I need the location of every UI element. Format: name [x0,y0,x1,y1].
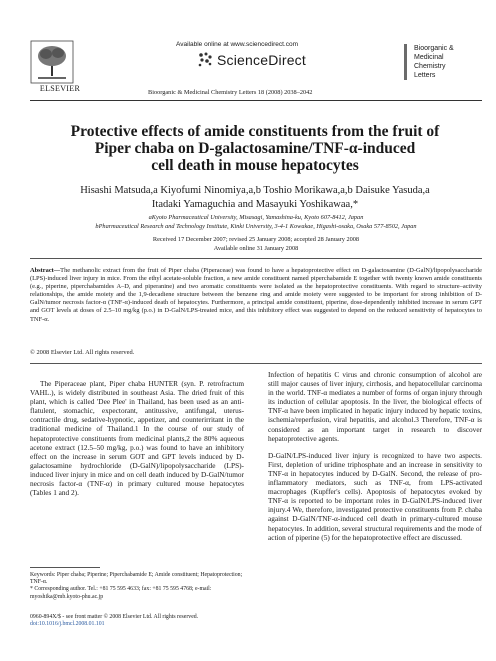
sciencedirect-logo-icon [196,50,214,68]
availability-note: Available online at www.sciencedirect.com [176,41,298,48]
affiliation-b: bPharmaceutical Research and Technology Institute, Kinki University, 3-4-1 Kowakae, Higashi-osaka, Osaka 577-8502, Japan [95,222,417,230]
affiliation-a: aKyoto Pharmaceutical University, Misasagi, Yamashina-ku, Kyoto 607-8412, Japan [148,214,364,221]
publication-info [30,614,244,628]
body-paragraph: Infection of hepatitis C virus and chronic consumption of alcohol are still major causes of liver injury, cirrhosis, and hepatocellular carcinoma in the world. TNF-α mediates a number of forms of organ injury through its induction of cellular apoptosis. In the liver, the biological effects of TNF-α have been implicated in hepatic injury induced by hepatic toxins, ischemia/reperfusion, viral hepatitis, and alcohol.3 Therefore, TNF-α is considered as an important target in research to discover hepatoprotective agents. [268,370,482,443]
doi-line[interactable]: doi:10.1016/j.bmcl.2008.01.101 [30,621,105,628]
affiliations [30,214,482,231]
online-date: Available online 31 January 2008 [213,244,299,252]
author-list [40,184,470,212]
abstract-top-rule [30,258,482,259]
authors-line: Hisashi Matsuda,a Kiyofumi Ninomiya,a,b Toshio Morikawa,a,b Daisuke Yasuda,a [80,185,430,196]
journal-name-line: Medicinal [414,54,444,61]
body-column-right [268,370,482,550]
footnotes [30,572,244,601]
footnote-rule [30,567,100,568]
journal-name-line: Bioorganic & [414,45,454,52]
title-line: cell death in mouse hepatocytes [151,157,359,174]
authors-line: Itadaki Yamaguchia and Masayuki Yoshikawaa,* [151,199,359,210]
journal-name [414,44,484,80]
header-rule [30,100,482,101]
body-paragraph: D-GalN/LPS-induced liver injury is recognized to have two aspects. First, depletion of uridine triphosphate and an increase in sensitivity to TNF-α in hepatocytes induced by D-GalN. Second, the release of pro-inflammatory mediators, such as TNF-α, from LPS-activated macrophages (Kupffer's cells). Apoptosis of hepatocytes evoked by TNF-α is reported to be important roles in D-GalN/LPS-induced liver injury.4 We, therefore, investigated protective constituents from P. chaba against D-GalN/TNF-α-induced cell death in primary-cultured mouse hepatocytes. In addition, several structural requirements and the mode of action of piperine (5) for the hepatoprotective effect are discussed. [268,450,482,542]
issn-line: 0960-894X/$ - see front matter © 2008 Elsevier Ltd. All rights reserved. [30,614,199,620]
title-line: Piper chaba on D-galactosamine/TNF-α-induced [94,140,416,157]
journal-cover-bar [404,44,407,80]
abstract-label: Abstract— [30,267,61,274]
abstract-copyright: © 2008 Elsevier Ltd. All rights reserved. [30,349,135,356]
body-column-left [30,379,244,497]
abstract-bottom-rule [30,363,482,364]
keywords: Keywords: Piper chaba; Piperine; Piperchabamide E; Amide constituent; Hepatoprotection; TNF-α. [30,572,243,586]
article-title [40,123,470,174]
journal-citation: Bioorganic & Medicinal Chemistry Letters 18 (2008) 2038–2042 [148,89,313,96]
publisher-name: ELSEVIER [39,84,81,93]
received-dates: Received 17 December 2007; revised 25 January 2008; accepted 28 January 2008 [152,236,360,243]
body-paragraph: The Piperaceae plant, Piper chaba HUNTER (syn. P. retrofractum VAHL.), is widely distributed in southeast Asia. The dried fruit of this plant, which is called 'Dee Plee' in Thailand, has been used as an anti-flatulent, stomachic, expectorant, antitussive, antifungal, uterus-contractile drug, sedative-hypnotic, appetizer, and counterirritant in the traditional medicine of Thailand.1 In the course of our study of hepatoprotective constituents from medicinal plants,2 the 80% aqueous acetone extract (12.5–50 mg/kg, p.o.) was found to have an inhibitory effect on the increase in serum GOT and GPT levels induced by D-galactosamine hydrochloride (D-GalN)/lipopolysaccharide (LPS)-induced liver injury in mice and on cell death induced by D-GalN/tumor necrosis factor-α (TNF-α) in primary cultured mouse hepatocytes (Tables 1 and 2). [30,379,244,498]
journal-name-line: Chemistry [414,63,446,70]
elsevier-tree-logo [30,40,74,84]
abstract [30,267,482,324]
sciencedirect-wordmark: ScienceDirect [217,52,306,68]
abstract-text: The methanolic extract from the fruit of Piper chaba (Piperaceae) was found to have a hepatoprotective effect on D-galactosamine (D-GalN)/lipopolysaccharide (LPS)-induced liver injury in mice. From the ethyl acetate-soluble fraction, a new amide constituent named piperchabamide E together with twenty known amide constituents (e.g., piperine, piperchabamides A–D, and piperanine) and two aromatic constituents were isolated as the hepatoprotective constituents. With regard to structure–activity relationships, the amide moiety and the 1,9-decadiene structure between the benzene ring and amide moiety were suggested to be important for strong inhibition of D-GalN/tumor necrosis factor-α (TNF-α)-induced death of hepatocytes. Furthermore, a principal amide constituent, piperine, dose-dependently inhibited increase in serum GPT and GOT levels at doses of 2.5–10 mg/kg (p.o.) in D-GalN/LPS-treated mice, and this inhibitory effect was suggested to depend on the reduced sensitivity of hepatocytes to TNF-α. [30,267,482,323]
article-dates [30,236,482,253]
title-line: Protective effects of amide constituents from the fruit of [70,123,440,140]
corresponding-author: * Corresponding author. Tel.: +81 75 595 4633; fax: +81 75 595 4768; e-mail: myoshika@mb.kyoto-phu.ac.jp [30,586,212,600]
journal-name-line: Letters [414,72,436,79]
